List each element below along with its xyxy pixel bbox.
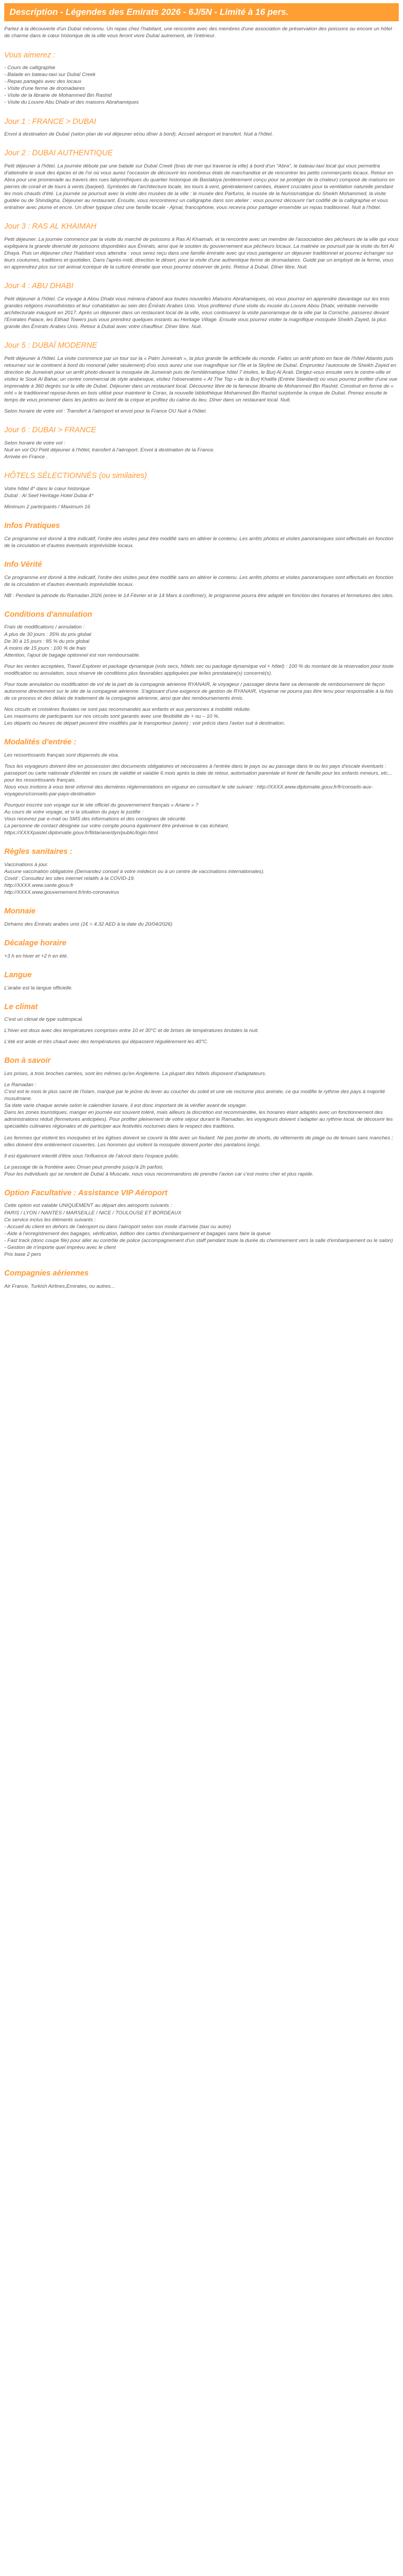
compagnies-section-paragraph: Air France, Turkish Airlines,Emirates, ou autres... bbox=[4, 1283, 115, 1289]
page-banner: Description - Légendes des Emirats 2026 - 6J/5N - Limité à 16 pers. bbox=[4, 3, 399, 21]
hotels-section-paragraph: Minimum 2 participants / Maximum 16 bbox=[4, 504, 90, 510]
formalites-section-paragraph: Les ressortissants français sont dispensés de visa. bbox=[4, 752, 119, 758]
assistance-section-title: Option Facultative : Assistance VIP Aéroport bbox=[4, 1188, 167, 1197]
conditions-section bbox=[4, 610, 399, 727]
conditions-section-paragraph: Pour toute annulation ou modification de vol de la part de la compagnie aérienne RYANAIR, le voyageur / passager devra faire sa demande de remboursement de façon autonome directement sur le site de la compagnie aérienne. S'agissant d'une exigence de gestion de RYANAIR, Voyamar ne pourra pas être tenu pour responsable à la fois de ce process et des délais de traitement de la compagnie aérienne, ainsi que des remboursements émis. bbox=[4, 681, 393, 701]
conditions-section-paragraph: Nos circuits et croisières fluviales ne sont pas recommandés aux enfants et aux personnes à mobilité réduite. Les maximums de participants sur nos circuits sont garantis avec une flexibilité de + ou – 10 %. Les départs ou heures de départ peuvent être modifiés par le transporteur (avion) : voir précis dans l'avion suit à destination. bbox=[4, 706, 286, 727]
formalites-section-title: Modalités d'entrée : bbox=[4, 738, 77, 747]
info-pratiques-section-paragraph: Ce programme est donné à titre indicatif, l'ordre des visites peut être modifié sans en altérer le contenu. Les arrêts photos et visites panoramiques sont effectués en fonction de la circulation et d'autres éventuels imprévisible locaux. bbox=[4, 535, 393, 549]
bon-savoir-section-paragraph: Les prises, à trois broches carrées, sont les mêmes qu'en Angleterre. La plupart des hôtels disposent d'adaptateurs. bbox=[4, 1071, 266, 1077]
day-title: Jour 3 : RAS AL KHAIMAH bbox=[4, 222, 97, 231]
day-paragraph: Selon horaire de votre vol : Transfert à l'aéroport et envol pour la France OU Nuit à l'hôtel. bbox=[4, 408, 207, 415]
day-list bbox=[4, 117, 399, 461]
page bbox=[0, 3, 403, 1305]
assistance-section-paragraph: Cette option est valable UNIQUEMENT au départ des aéroports suivants : PARIS / LYON / NANTES / MARSEILLE / NICE / TOULOUSE ET BORDEAUX Ce service inclus les éléments suivants : - Accueil du client en dehors de l'aéroport ou dans l'aéroport selon son mode d'arrivée (taxi ou autre) - Aide à l'enregistrement des bagages, vérification, édition des cartes d'embarquement et bagages sans faire la queue - Fast track (donc coupe file) pour aller au contrôle de police (accompagnement d'un staff pendant toute la durée du cheminement vers la salle d'embarquement ou le salon) - Gestion de n'importe quel imprévu avec le client Prix base 2 pers bbox=[4, 1203, 393, 1257]
day-title: Jour 2 : DUBAI AUTHENTIQUE bbox=[4, 149, 113, 158]
day-block bbox=[4, 425, 399, 460]
day-block bbox=[4, 222, 399, 271]
list-item: - Visite de la librairie de Mohammed Bin Rashid bbox=[4, 93, 112, 99]
sanitaires-section-paragraph: Vaccinations à jour. Aucune vaccination obligatoire (Demandez conseil à votre médecin ou à un centre de vaccinations internationales). Covid : Consultez les sites internet relatifs à la COVID-19. http://XXXX.www.sante.gouv.fr http://XXXX.www.gouvernement.fr/info-coronavirus bbox=[4, 862, 265, 896]
bon-savoir-section bbox=[4, 1056, 399, 1177]
day-paragraph: Petit déjeuner à l'hôtel. Ce voyage à Abou Dhabi vous mènera d'abord aux toutes nouvelles Maisons Abrahamiques, où vous pourrez en apprendre davantage sur les trois grandes religions monothéistes et leur cohabitation au sein des Émirats Arabes Unis. Vous profiterez d'une visite du musée du Louvre Abou Dhabi, véritable merveille architecturale inauguré en 2017. Après un déjeuner dans un restaurant local de la ville, vous continuerez la visite panoramique de la ville par la Corniche, passerez devant l'Emirates Palace, les Etihad Towers puis vous prendrez quelques instants au Heritage Village. Ensuite vous pourrez visiter la magnifique mosquée Sheikh Zayed, la plus grande des Émirats Arabes Unis. Retour à Dubaï avec votre chauffeur. Dîner libre. Nuit. bbox=[4, 296, 390, 330]
day-title: Jour 5 : DUBAÏ MODERNE bbox=[4, 341, 97, 350]
compagnies-section-title: Compagnies aériennes bbox=[4, 1269, 89, 1278]
section-title-admire: Vous aimerez : bbox=[4, 51, 56, 60]
info-pratiques-section bbox=[4, 521, 399, 549]
hotels-section-paragraph: Votre hôtel 4* dans le cœur historique Dubaï : Al Seef Heritage Hotel Dubai 4* bbox=[4, 485, 94, 499]
info-verite-section-paragraph: Ce programme est donné à titre indicatif, l'ordre des visites peut être modifié sans en altérer le contenu. Les arrêts photos et visites panoramiques sont effectués en fonction de la circulation et d'autres éventuels imprévisible locaux. bbox=[4, 574, 393, 588]
formalites-section bbox=[4, 737, 399, 836]
langue-section-title: Langue bbox=[4, 970, 32, 979]
compagnies-section bbox=[4, 1269, 399, 1290]
list-item: - Cours de calligraphie bbox=[4, 65, 55, 71]
decalage-section-paragraph: +3 h en hiver et +2 h en été. bbox=[4, 953, 69, 959]
climat-section-paragraph: L'hiver est doux avec des températures comprises entre 10 et 30°C et de brises de températures brutales la nuit. bbox=[4, 1028, 259, 1034]
sanitaires-section bbox=[4, 847, 399, 896]
bon-savoir-section-paragraph: Il est également interdit d'être sous l'influence de l'alcool dans l'espace public. bbox=[4, 1153, 180, 1159]
monnaie-section-paragraph: Dirhams des Emirats arabes unis (1€ = 4.32 AED à la date du 20/04/2026) bbox=[4, 921, 173, 927]
bon-savoir-section-title: Bon à savoir bbox=[4, 1056, 51, 1065]
climat-section-title: Le climat bbox=[4, 1002, 38, 1011]
day-title: Jour 1 : FRANCE > DUBAI bbox=[4, 117, 96, 126]
list-item: - Visite du Louvre Abu Dhabi et des maisons Abrahamiques bbox=[4, 99, 139, 106]
climat-section-paragraph: L'été est aride et très chaud avec des températures qui dépassent régulièrement les 40°C. bbox=[4, 1039, 208, 1045]
conditions-section-title: Conditions d'annulation bbox=[4, 610, 93, 619]
day-title: Jour 6 : DUBAI > FRANCE bbox=[4, 426, 96, 435]
bon-savoir-section-paragraph: Les femmes qui visitent les mosquées et les églises doivent se couvrir la tête avec un foulard. Ne pas porter de shorts, de vêtements de plage ou de tenues sans manches ; elles doivent être entièrement couvertes. Les hommes qui visitent la mosquée doivent porter des pantalons longs. bbox=[4, 1135, 393, 1148]
day-block bbox=[4, 281, 399, 330]
day-block bbox=[4, 117, 399, 138]
langue-section-paragraph: L'arabe est la langue officielle. bbox=[4, 985, 73, 991]
bon-savoir-section-paragraph: Le Ramadan : C'est est le mois le plus sacré de l'Islam, marqué par le jeûne du lever au coucher du soleil et une vie nocturne plus animée, ce qui modifie le rythme des pays à majorité musulmane. Sa date varie chaque année selon le calendrier lunaire, il est donc important de la vérifier avant de voyager. Dans les zones touristiques, manger en journée est souvent toléré, mais ailleurs la discrétion est recommandée, les horaires étant adaptés avec un fonctionnement des administrations réduit (fermetures anticipées). Pour profiter pleinement de votre séjour durant le Ramadan, les voyageurs doivent s'adapter au rythme local, de découvrir les spécialités culinaires régionales et de participer aux festivités nocturnes dans le respect des traditions. bbox=[4, 1082, 393, 1130]
day-paragraph: Petit déjeuner à l'hôtel. La visite commence par un tour sur la « Palm Jumeirah », la plus grande île artificielle du monde. Faites un arrêt photo en face de l'hôtel Atlantis puis retournez sur le continent à bord du monorail (aller seulement) d'où vous aurez une vue magnifique sur l'île et la Skyline de Dubaï. Empruntez l'autoroute de Sheikh Zayed en direction de Jumeirah pour un arrêt photo devant la mosquée de Jumeirah puis de l'emblématique hôtel 7 étoiles, le Burj Al Arab. Dirigez-vous ensuite vers le centre-ville et visitez le Souk Al Bahar, un centre commercial de style arabesque, visitez l'observatoire « At The Top » de la Burj Khalifa (Entrée Standard) où vous pourrez profiter d'une vue imprenable à 360 degrés sur la ville de Dubaï. Déjeuner dans un restaurant local. Découvrez libre de la fameuse librairie de Mohammed Bin Rashid. Construit en forme de « mht » le traditionnel repose-livres en bois utilisé pour maintenir le Coran, la nouvelle bibliothèque Mohammed Bin Rashid surplombe la crique de Dubaï. Prenez ensuite le temps de vous promener dans les jardins au bord de la crique et profitez du calme du lieu. Dîner dans un restaurant local. Nuit. bbox=[4, 355, 398, 404]
climat-section bbox=[4, 1002, 399, 1046]
list-item: - Repas partagés avec des locaux bbox=[4, 79, 82, 85]
list-item: - Balade en bateau-taxi sur Dubaï Creek bbox=[4, 72, 96, 78]
monnaie-section-title: Monnaie bbox=[4, 907, 36, 916]
decalage-section bbox=[4, 938, 399, 960]
day-paragraph: Selon horaire de votre vol : Nuit en vol OU Petit déjeuner à l'hôtel, transfert à l'aéroport. Envol à destination de la France. Arrivée en France . bbox=[4, 440, 215, 460]
hotels-section bbox=[4, 471, 399, 510]
day-block bbox=[4, 341, 399, 415]
day-paragraph: Petit déjeuner à l'hôtel. La journée débute par une balade sur Dubaï Creek (bras de mer qui traverse la ville) à bord d'un "Abra", le bateau-taxi local qui vous permettra d'atteindre le souk des épices et de l'or où vous aurez l'occasion de découvrir les nombreux étals de marchandise et de rencontrer les petits commerçants locaux. Retour en Abra pour une promenade au travers des rues labyrinthiques du quartier historique de Bastakiya (entièrement conçu pour se protéger de la chaleur) composé de maisons en pierres de corail et de tours à vents (barjeel). Symboles de l'architecture locale, les tours à vent, généralement carrées, étaient cruciales pour la ventilation naturelle pendant les mois chauds d'été. La journée se poursuit avec la visite des musées de la ville : le musée des Parfums, le musée de la Numismatique du Sheikh Mohammed, la visite guidée ou de Shindagha. Déjeuner au restaurant. Ensuite, vous rencontrerez un calligraphe dans son atelier : vous pourrez découvrir l'art codifié de la calligraphie et vous entraîner avec plume et encre. Un dîner typique chez une famille locale - Ajmal, francophone, vous recevra pour partager ensemble un repas traditionnel. Nuit à l'hôtel. bbox=[4, 163, 395, 211]
formalites-section-paragraph: Tous les voyageurs doivent être en possession des documents obligatoires et nécessaires à l'entrée dans le pays ou au passage dans le ou les pays d'escale éventuels : passeport ou carte nationale d'identité en cours de validité et valable 6 mois après la date de retour, autorisation parentale et livret de famille pour les enfants mineurs, etc... pour les ressortissants français. Nous vous invitons à vous tenir informé des dernières réglementations en vigueur en consultant le site suivant : http://XXXX.www.diplomatie.gouv.fr/fr/conseils-aux-voyageurs/conseils-par-pays-destination bbox=[4, 763, 392, 798]
info-pratiques-section-title: Infos Pratiques bbox=[4, 522, 60, 531]
assistance-section bbox=[4, 1188, 399, 1258]
info-verite-section-title: Info Vérité bbox=[4, 560, 42, 569]
intro-paragraph: Partez à la découverte d'un Dubaï méconnu. Un repas chez l'habitant, une rencontre avec des membres d'une association de préservation des poissons ou encore un hôtel de charme dans le cœur historique de la ville vous feront vivre Dubaï autrement, de l'intérieur. bbox=[4, 26, 392, 39]
conditions-section-paragraph: Pour les ventes acceptées, Travel Explorer et package dynamique (vols secs, hôtels sec ou package dynamique vol + hôtel) : 100 % du montant de la réservation pour toute modification ou annulation, sous réserve de conditions plus favorables appliquées par le/les prestataire(s) concerné(s). bbox=[4, 663, 394, 676]
bon-savoir-section-paragraph: Le passage de la frontière avec Oman peut prendre jusqu'à 2h parfois. Pour les individuels qui se rendent de Dubaï à Muscate, nous vous recommandons de prendre l'avion car c'est moins cher et plus rapide. bbox=[4, 1164, 314, 1177]
hotels-section-title: HÔTELS SÉLECTIONNÉS (ou similaires) bbox=[4, 472, 147, 481]
info-sections bbox=[4, 471, 399, 1289]
sanitaires-section-title: Règles sanitaires : bbox=[4, 848, 73, 857]
day-block bbox=[4, 148, 399, 211]
climat-section-paragraph: C'est un climat de type subtropical. bbox=[4, 1017, 83, 1023]
info-verite-section bbox=[4, 560, 399, 599]
conditions-section-paragraph: Frais de modifications / annulation : A plus de 30 jours : 35% du prix global De 30 à 15 jours : 85 % du prix global A moins de 15 jours : 100 % de frais Attention, l'ajout de bagage optionnel est non remboursable. bbox=[4, 624, 140, 658]
monnaie-section bbox=[4, 907, 399, 928]
day-title: Jour 4 : ABU DHABI bbox=[4, 282, 74, 291]
day-paragraph: Petit déjeuner. La journée commence par la visite du marché de poissons à Ras Al Khaimah, et la rencontre avec un membre de l'association des pêcheurs de la ville qui vous expliquera la grande diversité de poissons disponibles aux Émirats, ainsi que le soutien du gouvernement aux pêcheurs locaux. La matinée se poursuit par la visite du fort Al Dhaya. Puis un déjeuner chez l'habitant vous attendra : vous serez reçu dans une famille émiratie avec qui vous partagerez un déjeuner traditionnel et pourrez échanger sur leurs coutumes, traditions et quotidien. Dans l'après-midi, direction le désert, pour la visite d'une authentique ferme de dromadaires. Guidé par un employé de la ferme, vous en apprendrez plus sur cet animal iconique de la culture émiratie que vous pourrez observer de près. Retour à Dubaï. Dîner libre. Nuit. bbox=[4, 237, 399, 271]
formalites-section-paragraph: Pourquoi inscrire son voyage sur le site officiel du gouvernement français « Ariane » ? Au cours de votre voyage, et si la situation du pays le justifie : Vous recevrez par e-mail ou SMS des informations et des consignes de sécurité. La personne de contact désignée sur votre compte pourra également être prévenue le cas échéant. https://XXXXpastel.diplomatie.gouv.fr/fildariane/dyn/public/login.html bbox=[4, 802, 229, 836]
day-paragraph: Envol à destination de Dubaï (selon plan de vol déjeuner et/ou dîner à bord). Accueil aéroport et transfert. Nuit à l'hôtel. bbox=[4, 131, 273, 138]
info-verite-section-paragraph: NB : Pendant la période du Ramadan 2026 (entre le 14 Février et le 14 Mars à confirmer), le programme pourra être adapté en fonction des horaires et fermetures des sites. bbox=[4, 592, 394, 599]
decalage-section-title: Décalage horaire bbox=[4, 939, 66, 948]
admire-list bbox=[4, 64, 399, 106]
langue-section bbox=[4, 970, 399, 992]
list-item: - Visite d'une ferme de dromadaires bbox=[4, 86, 85, 92]
